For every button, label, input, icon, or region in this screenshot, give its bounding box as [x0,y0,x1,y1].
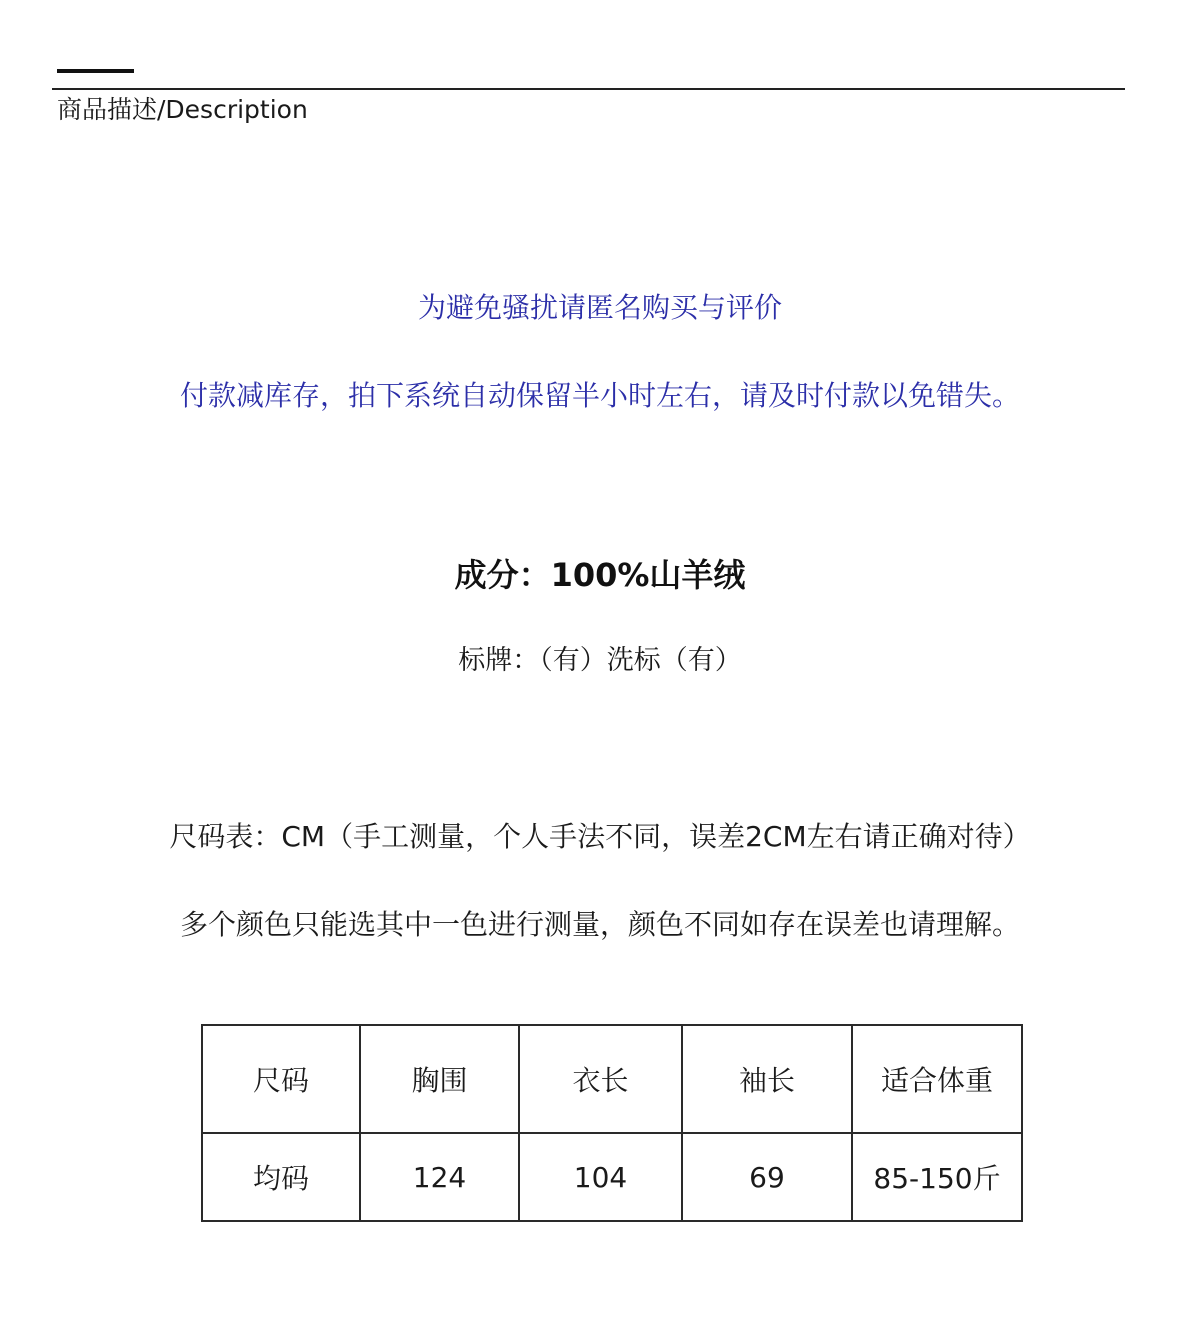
anonymous-purchase-notice: 为避免骚扰请匿名购买与评价 [417,291,782,324]
header-divider [52,88,1125,90]
header-cell-length: 衣长 [519,1025,682,1133]
size-chart-note: 尺码表：CM（手工测量，个人手法不同，误差2CM左右请正确对待） [169,820,1031,853]
cell-size: 均码 [202,1133,360,1221]
composition-text: 成分：100%山羊绒 [454,556,746,594]
color-measure-note: 多个颜色只能选其中一色进行测量，颜色不同如存在误差也请理解。 [179,908,1020,941]
header-cell-weight: 适合体重 [852,1025,1022,1133]
header-cell-size: 尺码 [202,1025,360,1133]
header-cell-sleeve: 袖长 [682,1025,852,1133]
cell-weight: 85-150斤 [852,1133,1022,1221]
cell-chest: 124 [360,1133,519,1221]
table-row [202,1133,1022,1221]
header-accent-bar [57,69,134,73]
labels-text: 标牌：（有）洗标（有） [458,645,742,676]
cell-sleeve: 69 [682,1133,852,1221]
section-title: 商品描述/Description [57,95,308,124]
size-table [201,1024,1023,1222]
header-cell-chest: 胸围 [360,1025,519,1133]
cell-length: 104 [519,1133,682,1221]
size-table-header-row [202,1025,1022,1133]
payment-notice: 付款减库存，拍下系统自动保留半小时左右，请及时付款以免错失。 [179,379,1020,412]
